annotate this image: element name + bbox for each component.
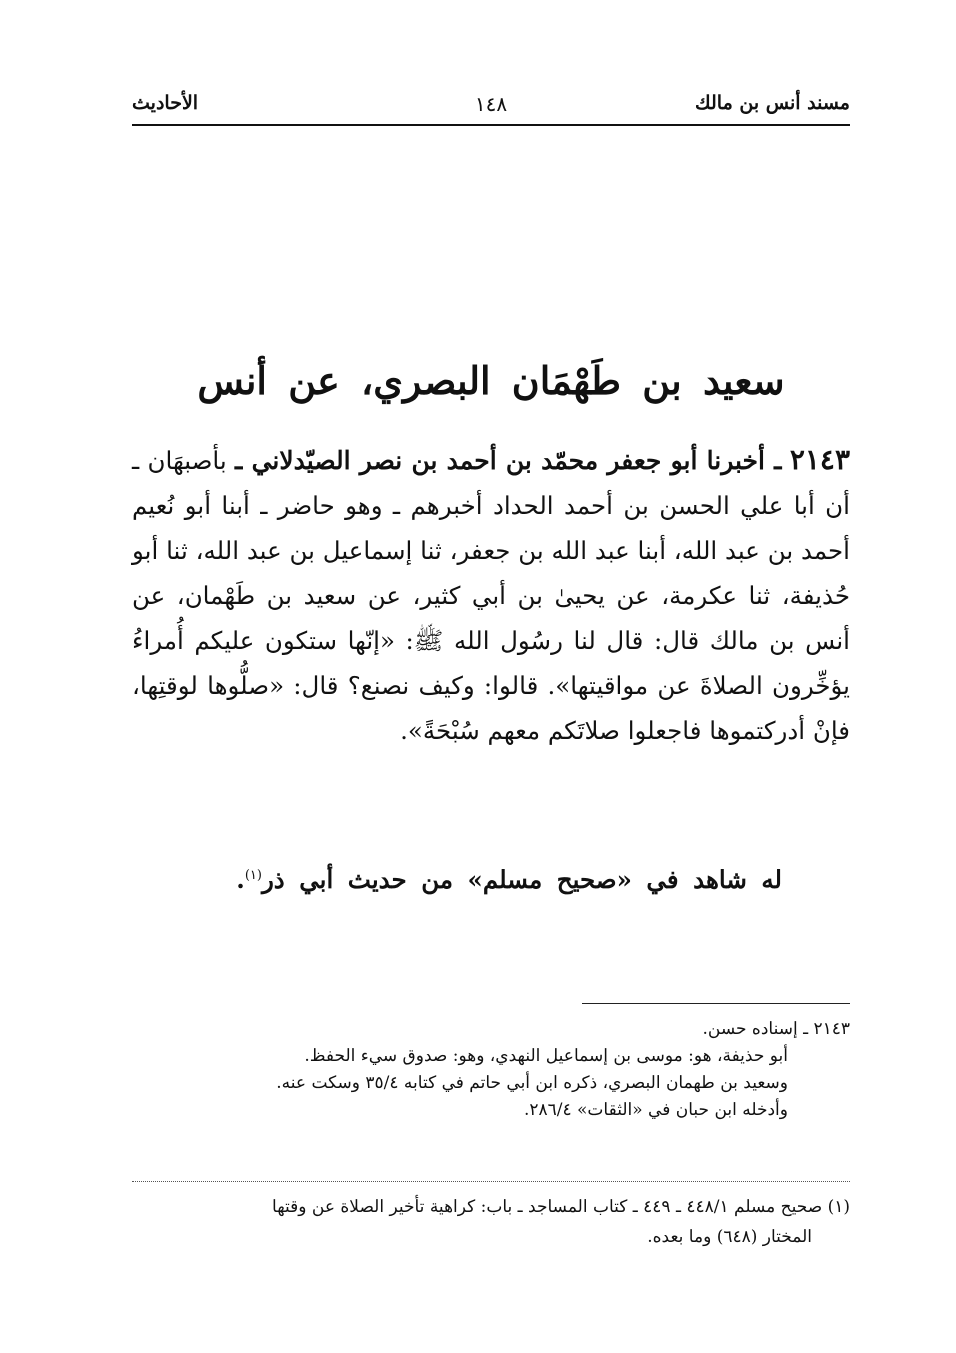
- reference-line: (١) صحيح مسلم ٤٤٨/١ ـ ٤٤٩ ـ كتاب المساجد ـ باب: كراهية تأخير الصلاة عن وقتها: [272, 1197, 850, 1217]
- reference-footnote: [132, 1192, 850, 1252]
- shahid-note: [132, 865, 782, 894]
- footnote-ref: (١): [244, 867, 262, 883]
- takhrij-footnote: [132, 1016, 850, 1124]
- hadith-number: ٢١٤٣: [789, 443, 850, 476]
- takhrij-line: وسعيد بن طهمان البصري، ذكره ابن أبي حاتم في كتابه ٣٥/٤ وسكت عنه.: [276, 1073, 788, 1093]
- hadith-lead: ـ أخبرنا أبو جعفر محمّد بن أحمد بن نصر الصيّدلاني ـ: [235, 446, 782, 475]
- page-number: ١٤٨: [474, 92, 508, 116]
- footnote-divider: [582, 1003, 850, 1004]
- header-book-title: مسند أنس بن مالك: [695, 92, 850, 114]
- footnote-dotted-divider: [132, 1181, 850, 1182]
- chapter-title: سعيد بن طَهْمَان البصري، عن أنس: [197, 358, 785, 403]
- note-text: له شاهد في «صحيح مسلم» من حديث أبي ذر: [261, 865, 782, 894]
- hadith-body: بأصبهَان ـ أن أبا علي الحسن بن أحمد الحداد أخبرهم ـ وهو حاضر ـ أبنا أبو نُعيم أحمد بن عبد الله، أبنا عبد الله بن جعفر، ثنا إسماعيل بن عبد الله، ثنا أبو حُذيفة، ثنا عكرمة، عن يحيىٰ بن أبي كثير، عن سعيد بن طَهْمان، عن أنس بن مالك قال: قال لنا رسُول الله ﷺ: «إنّها ستكون عليكم أُمراءُ يؤخِّرون الصلاةَ عن مواقيتها». قالوا: وكيف نصنع؟ قال: «صلُّوها لوقتِها، فإنْ أدركتموها فاجعلوا صلاتَكم معهم سُبْحَةً».: [132, 446, 850, 745]
- reference-line: المختار (٦٤٨) وما بعده.: [647, 1227, 812, 1247]
- takhrij-line: ٢١٤٣ ـ إسناده حسن.: [702, 1019, 850, 1039]
- running-header: [132, 90, 850, 126]
- takhrij-line: أبو حذيفة، هو: موسى بن إسماعيل النهدي، وهو: صدوق سيء الحفظ.: [304, 1046, 788, 1066]
- header-section-title: الأحاديث: [132, 92, 199, 114]
- hadith-paragraph: [132, 437, 850, 753]
- note-end: .: [236, 865, 245, 894]
- takhrij-line: وأدخله ابن حبان في «الثقات» ٢٨٦/٤.: [523, 1100, 788, 1120]
